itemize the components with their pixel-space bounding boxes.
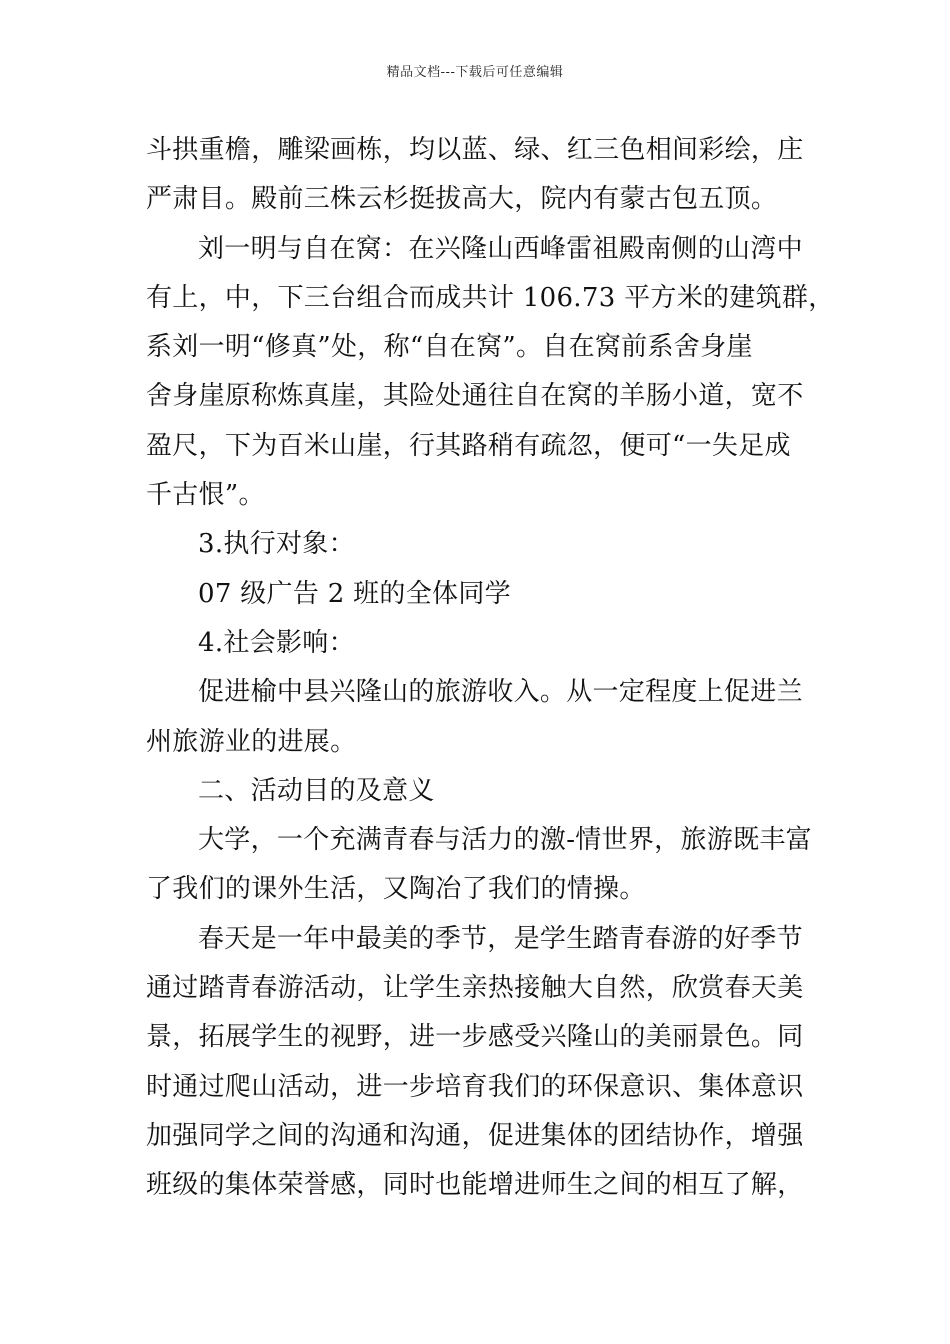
text-line: 有上，中，下三台组合而成共计 106.73 平方米的建筑群，: [146, 282, 835, 313]
text-line: 春天是一年中最美的季节，是学生踏青春游的好季节: [198, 923, 803, 954]
section-heading: 二、活动目的及意义: [198, 775, 435, 806]
text-line: 景，拓展学生的视野，进一步感受兴隆山的美丽景色。同: [146, 1022, 804, 1053]
text-line: 严肃目。殿前三株云杉挺拔高大，院内有蒙古包五顶。: [146, 184, 778, 215]
text-line: 盈尺，下为百米山崖，行其路稍有疏忽，便可“一失足成: [146, 430, 791, 461]
text-line: 舍身崖原称炼真崖，其险处通往自在窝的羊肠小道，宽不: [146, 381, 804, 412]
text-line: 时通过爬山活动，进一步培育我们的环保意识、集体意识: [146, 1071, 804, 1102]
text-line: 斗拱重檐，雕梁画栋，均以蓝、绿、红三色相间彩绘，庄: [146, 135, 804, 165]
text-line: 班级的集体荣誉感，同时也能增进师生之间的相互了解，: [146, 1170, 804, 1201]
text-line: 加强同学之间的沟通和沟通，促进集体的团结协作，增强: [146, 1120, 804, 1151]
text-line: 4.社会影响：: [198, 627, 355, 658]
page-header: 精品文档---下载后可任意编辑: [386, 65, 564, 80]
document-body: [146, 126, 835, 1211]
text-line: 3.执行对象：: [198, 529, 355, 560]
text-line: 了我们的课外生活，又陶冶了我们的情操。: [146, 874, 646, 905]
text-line: 刘一明与自在窝：在兴隆山西峰雷祖殿南侧的山湾中: [198, 233, 803, 264]
text-line: 千古恨”。: [146, 480, 265, 511]
text-line: 系刘一明“修真”处，称“自在窝”。自在窝前系舍身崖: [146, 332, 753, 363]
text-line: 通过踏青春游活动，让学生亲热接触大自然，欣赏春天美: [146, 973, 804, 1004]
text-line: 大学，一个充满青春与活力的激-情世界，旅游既丰富: [198, 825, 812, 856]
text-line: 州旅游业的进展。: [146, 726, 357, 757]
text-line: 07 级广告 2 班的全体同学: [198, 578, 511, 609]
text-line: 促进榆中县兴隆山的旅游收入。从一定程度上促进兰: [198, 677, 803, 708]
